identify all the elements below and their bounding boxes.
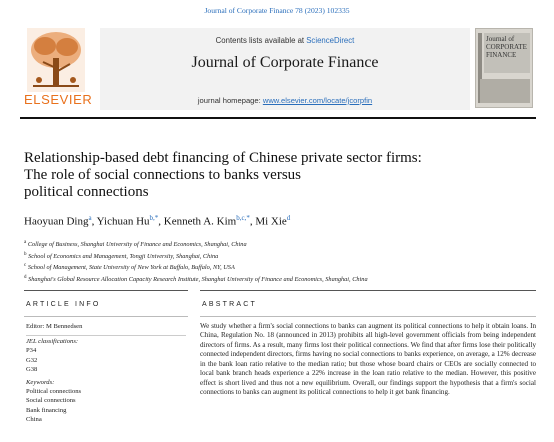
corresponding-author-star-icon[interactable]: * <box>154 214 159 222</box>
article-info-bottom-rule <box>24 316 188 317</box>
affiliation-item <box>24 250 524 262</box>
contents-prefix: Contents lists available at <box>215 36 307 45</box>
author-name[interactable]: Mi Xie <box>255 215 287 228</box>
affiliation-marker: c <box>24 263 27 269</box>
journal-cover-thumbnail[interactable] <box>475 28 533 108</box>
cover-title <box>486 35 530 59</box>
journal-citation[interactable]: Journal of Corporate Finance 78 (2023) 102335 <box>204 6 350 15</box>
abstract-top-rule <box>200 290 536 291</box>
cover-title-line-3: FINANCE <box>486 51 517 59</box>
author-separator: , <box>249 215 256 228</box>
journal-banner <box>100 28 470 110</box>
title-line-3: political connections <box>24 184 149 200</box>
affiliation-letters: b, <box>149 214 155 222</box>
jel-code[interactable]: P34 <box>26 347 37 355</box>
sciencedirect-link[interactable]: ScienceDirect <box>306 36 355 45</box>
keyword[interactable]: Political connections <box>26 388 82 396</box>
affiliation-marker: d <box>24 275 27 281</box>
editor-line: Editor: M Bennedsen <box>26 323 83 330</box>
author-affiliation-marker[interactable] <box>236 214 250 222</box>
journal-masthead <box>20 22 536 110</box>
article-info-top-rule <box>24 290 188 291</box>
cover-title-line-2: CORPORATE <box>486 43 527 51</box>
article-info-panel <box>26 322 188 424</box>
affiliation-item <box>24 238 524 250</box>
abstract-bottom-rule <box>200 316 536 317</box>
keyword[interactable]: China <box>26 415 42 423</box>
affiliation-text: School of Management, State University of New York at Buffalo, Buffalo, NY, USA <box>27 264 235 272</box>
jel-code[interactable]: G32 <box>26 356 38 364</box>
author-name[interactable]: Haoyuan Ding <box>24 215 89 228</box>
cover-title-line-1: Journal of <box>486 35 515 43</box>
keywords-label: Keywords: <box>26 379 55 387</box>
author-name[interactable]: Yichuan Hu <box>96 215 150 228</box>
author-affiliation-marker[interactable]: a <box>88 214 92 222</box>
journal-title[interactable]: Journal of Corporate Finance <box>191 54 379 71</box>
author-affiliation-marker[interactable] <box>150 214 159 222</box>
article-info-heading: ARTICLE INFO <box>26 301 101 308</box>
elsevier-tree-icon <box>27 28 85 92</box>
affiliation-text: School of Economics and Management, Tongji University, Shanghai, China <box>28 252 219 260</box>
masthead-divider <box>20 117 536 119</box>
affiliation-letters: b,c, <box>236 214 247 222</box>
affiliation-item <box>24 261 524 273</box>
journal-homepage-link[interactable]: www.elsevier.com/locate/jcorpfin <box>262 96 373 105</box>
editor-divider <box>26 335 186 336</box>
affiliation-text: College of Business, Shanghai University of Finance and Economics, Shanghai, China <box>27 241 247 249</box>
contents-line <box>100 36 470 45</box>
affiliation-marker: a <box>24 240 27 245</box>
jel-code[interactable]: G38 <box>26 365 38 373</box>
abstract-heading: ABSTRACT <box>202 301 257 308</box>
author-name[interactable]: Kenneth A. Kim <box>163 215 237 228</box>
author-separator: , <box>91 215 97 228</box>
author-list <box>24 214 504 228</box>
keyword[interactable]: Bank financing <box>26 406 67 414</box>
homepage-prefix: journal homepage: <box>197 96 263 105</box>
affiliation-marker: b <box>24 251 27 257</box>
affiliation-list <box>24 238 524 285</box>
author-affiliation-marker[interactable]: d <box>286 214 291 222</box>
jel-label: JEL classifications: <box>26 338 79 346</box>
affiliation-item <box>24 273 524 285</box>
elsevier-logo <box>24 28 93 110</box>
keyword[interactable]: Social connections <box>26 397 76 405</box>
author-separator: , <box>158 215 164 228</box>
title-line-2: The role of social connections to banks versus <box>24 167 302 183</box>
paper-title <box>24 150 504 201</box>
elsevier-wordmark: ELSEVIER <box>24 92 93 107</box>
affiliation-text: Shanghai's Global Resource Allocation Capacity Research Institute, Shanghai University of Finance and Economics, Shanghai, China <box>28 276 368 284</box>
title-line-1: Relationship-based debt financing of Chinese private sector firms: <box>24 150 422 166</box>
corresponding-author-star-icon[interactable]: * <box>246 214 250 222</box>
abstract-text: We study whether a firm's social connections to banks can augment its political connections to help it obtain loans. In China, Regulation No. 18 (announced in 2013) prohibits all high-level government officials from being independent directors of firms. As a result, many firms lost their political connections. We find that after firms lose their politically connected independent directors, firms having no social connections to banks experience, on average, a 12% decrease in the bank loan ratio relative to the median ratio; but those whose board chairs or CEOs are socially connected to local bank branch heads experience a 22% increase in the loan ratio relative to the median. However, this positive effect is short lived and thus not a new equilibrium. Overall, our findings support the hypothesis that a firm's social connections to banks can augment its political connections to help it get bank financing. <box>200 322 536 397</box>
homepage-line <box>100 96 470 105</box>
cover-image-band <box>480 79 530 103</box>
